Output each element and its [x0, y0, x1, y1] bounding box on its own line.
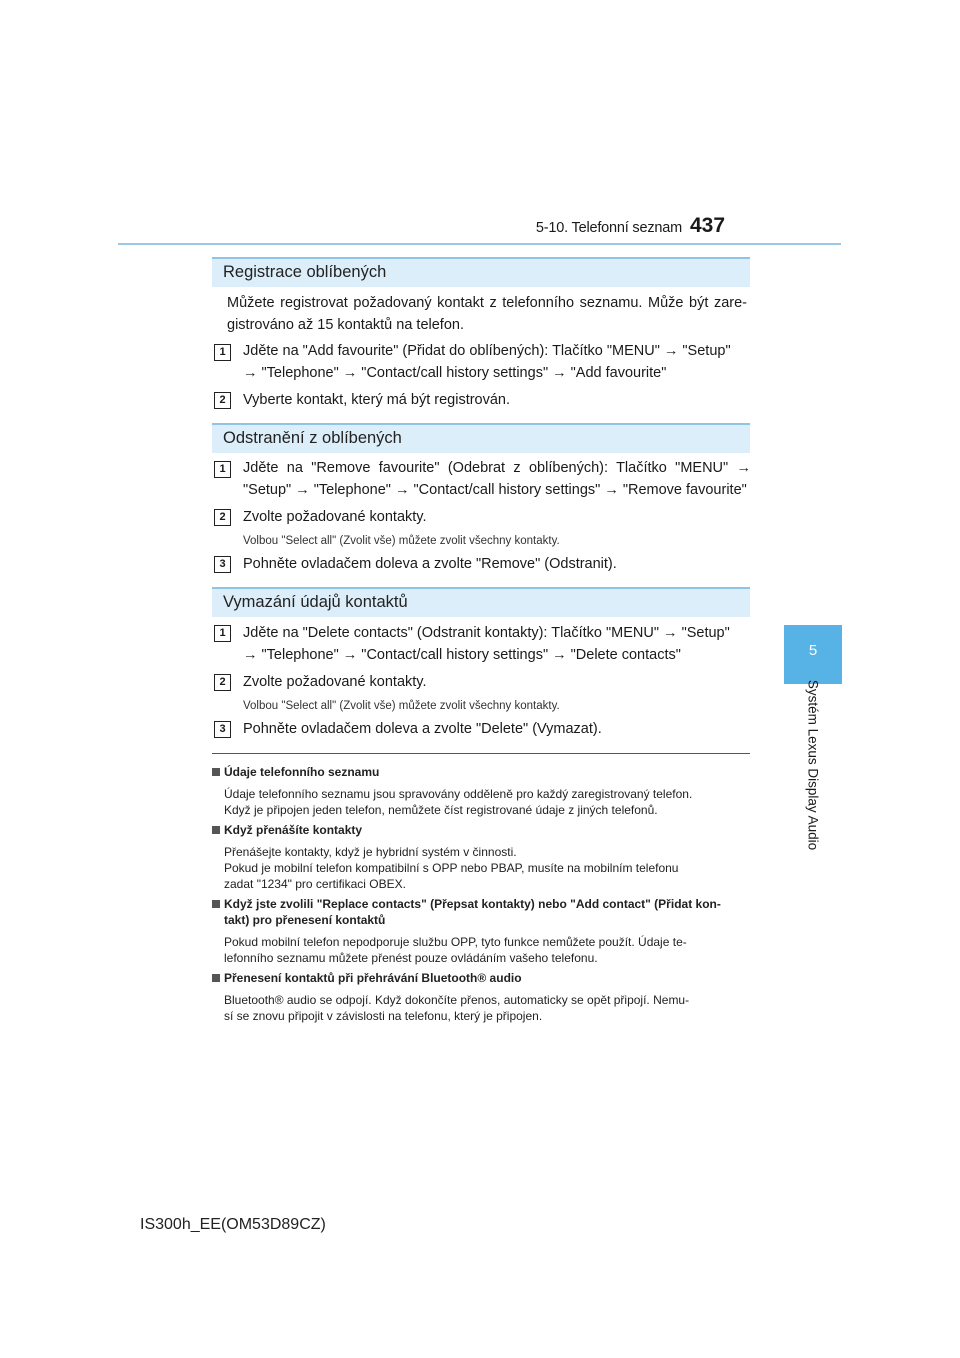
step-number: 3 [214, 556, 231, 573]
section-heading-remove: Odstranění z oblíbených [212, 423, 750, 453]
notes-divider [212, 753, 750, 754]
chapter-number: 5 [808, 642, 818, 659]
step-text: Jděte na "Delete contacts" (Odstranit kontakty): Tlačítko "MENU" → "Setup" [243, 625, 730, 641]
step-text: Jděte na "Add favourite" (Přidat do oblíbených): Tlačítko "MENU" → "Setup" [243, 343, 731, 359]
note-body: Údaje telefonního seznamu jsou spravovány odděleně pro každý zaregistrovaný telefon. Když je připojen jeden telefon, nemůžete číst registrované údaje z jiných telefonů. [224, 787, 693, 817]
intro-line-2: gistrováno až 15 kontaktů na telefon. [227, 317, 464, 333]
note-body: Pokud mobilní telefon nepodporuje službu OPP, tyto funkce nemůžete použít. Údaje te- lefonního seznamu můžete přenést pouze ovládáním vašeho telefonu. [224, 935, 687, 965]
chapter-label: Systém Lexus Display Audio [805, 679, 821, 851]
step-number: 1 [214, 344, 231, 361]
intro-line-1: Můžete registrovat požadovaný kontakt z telefonního seznamu. Může být zare- [227, 295, 747, 311]
step-number: 3 [214, 721, 231, 738]
note-title: Přenesení kontaktů při přehrávání Bluetooth® audio [212, 971, 522, 985]
section-heading-delete: Vymazání údajů kontaktů [212, 587, 750, 617]
document-code: IS300h_EE(OM53D89CZ) [140, 1216, 326, 1233]
step-number: 1 [214, 461, 231, 478]
section-title: 5-10. Telefonní seznam [535, 220, 682, 236]
step-text: Jděte na "Remove favourite" (Odebrat z oblíbených): Tlačítko "MENU" → [243, 460, 751, 476]
section-heading-register: Registrace oblíbených [212, 257, 750, 287]
chapter-tab [784, 625, 842, 684]
square-bullet-icon [212, 826, 220, 834]
note-body: Přenášejte kontakty, když je hybridní systém v činnosti. Pokud je mobilní telefon kompatibilní s OPP nebo PBAP, musíte na mobilním telefonu zadat "1234" pro certifikaci OBEX. [224, 845, 679, 891]
step-text: Zvolte požadované kontakty. [243, 509, 427, 525]
note-title: Když jste zvolili "Replace contacts" (Přepsat kontakty) nebo "Add contact" (Přidat kon- [212, 897, 721, 911]
step-text: Vyberte kontakt, který má být registrován. [243, 392, 511, 408]
step-number: 1 [214, 625, 231, 642]
step-number: 2 [214, 674, 231, 691]
note-title: Údaje telefonního seznamu [212, 765, 379, 779]
step-text-continued: → "Telephone" → "Contact/call history settings" → "Delete contacts" [243, 647, 681, 663]
step-note: Volbou "Select all" (Zvolit vše) můžete zvolit všechny kontakty. [243, 535, 560, 547]
header-divider [118, 243, 841, 245]
step-text-continued: "Setup" → "Telephone" → "Contact/call history settings" → "Remove favourite" [243, 482, 747, 498]
step-number: 2 [214, 392, 231, 409]
step-text: Zvolte požadované kontakty. [243, 674, 427, 690]
step-note: Volbou "Select all" (Zvolit vše) můžete zvolit všechny kontakty. [243, 700, 560, 712]
note-body: Bluetooth® audio se odpojí. Když dokončíte přenos, automaticky se opět připojí. Nemu- sí se znovu připojit v závislosti na telefonu, který je připojen. [224, 993, 690, 1023]
square-bullet-icon [212, 974, 220, 982]
note-title: Když přenášíte kontakty [212, 823, 362, 837]
square-bullet-icon [212, 768, 220, 776]
step-text: Pohněte ovladačem doleva a zvolte "Remove" (Odstranit). [243, 556, 617, 572]
note-title-continued: takt) pro přenesení kontaktů [224, 913, 386, 927]
step-text-continued: → "Telephone" → "Contact/call history settings" → "Add favourite" [243, 365, 667, 381]
step-text: Pohněte ovladačem doleva a zvolte "Delete" (Vymazat). [243, 721, 602, 737]
square-bullet-icon [212, 900, 220, 908]
step-number: 2 [214, 509, 231, 526]
page-number: 437 [690, 214, 726, 237]
